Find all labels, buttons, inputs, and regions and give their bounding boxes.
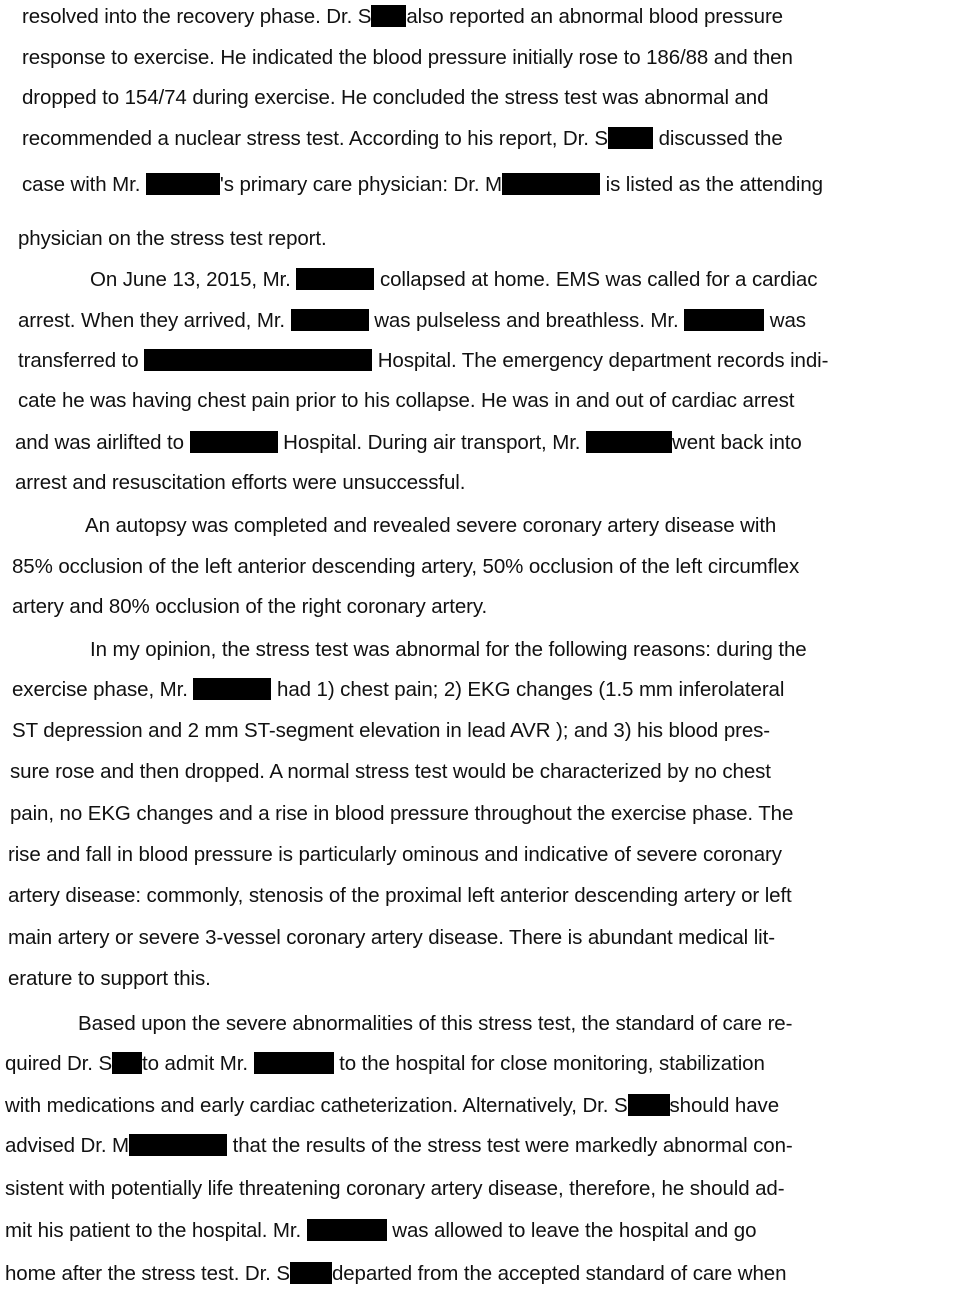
line-text: home after the stress test. Dr. S — [5, 1262, 290, 1285]
redaction-block — [291, 309, 369, 331]
line-text: Based upon the severe abnormalities of this stress test, the standard of care re- — [78, 1012, 793, 1035]
text-line — [10, 802, 793, 826]
line-text: ST depression and 2 mm ST-segment elevation in lead AVR ); and 3) his blood pres- — [12, 719, 771, 742]
line-text: physician on the stress test report. — [18, 227, 327, 250]
text-line — [22, 127, 783, 151]
line-text: advised Dr. M — [5, 1134, 130, 1157]
line-text: sistent with potentially life threatening coronary artery disease, therefore, he should ad- — [5, 1177, 785, 1200]
redaction-block — [290, 1262, 332, 1284]
line-text: response to exercise. He indicated the blood pressure initially rose to 186/88 and then — [22, 46, 793, 69]
text-line — [22, 5, 783, 29]
line-text: cate he was having chest pain prior to his collapse. He was in and out of cardiac arrest — [18, 389, 795, 412]
line-text: should have — [669, 1094, 779, 1117]
line-text: artery disease: commonly, stenosis of the proximal left anterior descending artery or left — [8, 884, 792, 907]
line-text: arrest and resuscitation efforts were unsuccessful. — [15, 471, 466, 494]
redaction-block — [296, 268, 374, 290]
text-line — [5, 1262, 786, 1286]
text-line — [90, 268, 817, 292]
line-text: An autopsy was completed and revealed severe coronary artery disease with — [85, 514, 777, 537]
line-text: case with Mr. — [22, 173, 146, 196]
text-line — [5, 1134, 793, 1158]
text-line — [90, 638, 807, 662]
text-line — [15, 471, 465, 495]
line-text: rise and fall in blood pressure is particularly ominous and indicative of severe coronary — [8, 843, 782, 866]
text-line — [22, 46, 793, 70]
redaction-block — [502, 173, 600, 195]
text-line — [5, 1052, 765, 1076]
text-line — [78, 1012, 792, 1036]
line-text: discussed the — [653, 127, 783, 150]
text-line — [5, 1219, 756, 1243]
line-text: went back into — [672, 431, 802, 454]
text-line — [8, 843, 782, 867]
text-line — [22, 86, 768, 110]
line-text: arrest. When they arrived, Mr. — [18, 309, 291, 332]
line-text: that the results of the stress test were markedly abnormal con- — [227, 1134, 793, 1157]
redaction-block — [146, 173, 220, 195]
line-text: dropped to 154/74 during exercise. He concluded the stress test was abnormal and — [22, 86, 769, 109]
redaction-block — [190, 431, 278, 453]
text-line — [12, 678, 784, 702]
redaction-block — [129, 1134, 227, 1156]
line-text: collapsed at home. EMS was called for a cardiac — [374, 268, 818, 291]
text-line — [18, 309, 806, 333]
line-text: was pulseless and breathless. Mr. — [368, 309, 685, 332]
line-text: recommended a nuclear stress test. According to his report, Dr. S — [22, 127, 608, 150]
line-text: to admit Mr. — [142, 1052, 254, 1075]
line-text: main artery or severe 3-vessel coronary artery disease. There is abundant medical lit- — [8, 926, 775, 949]
redaction-block — [307, 1219, 387, 1241]
line-text: quired Dr. S — [5, 1052, 113, 1075]
redaction-block — [608, 127, 653, 149]
redaction-block — [144, 349, 372, 371]
line-text: transferred to — [18, 349, 145, 372]
line-text: sure rose and then dropped. A normal stress test would be characterized by no chest — [10, 760, 771, 783]
line-text: 85% occlusion of the left anterior descending artery, 50% occlusion of the left circumflex — [12, 555, 800, 578]
line-text: departed from the accepted standard of care when — [331, 1262, 787, 1285]
redaction-block — [193, 678, 271, 700]
line-text: also reported an abnormal blood pressure — [406, 5, 783, 28]
text-line — [8, 967, 211, 991]
line-text: On June 13, 2015, Mr. — [90, 268, 297, 291]
line-text: Hospital. During air transport, Mr. — [277, 431, 586, 454]
line-text: had 1) chest pain; 2) EKG changes (1.5 mm inferolateral — [271, 678, 785, 701]
line-text: pain, no EKG changes and a rise in blood pressure throughout the exercise phase. The — [10, 802, 794, 825]
text-line — [85, 514, 776, 538]
text-line — [8, 926, 775, 950]
redaction-block — [254, 1052, 334, 1074]
line-text: Hospital. The emergency department records indi- — [372, 349, 829, 372]
text-line — [10, 760, 771, 784]
redaction-block — [112, 1052, 142, 1074]
line-text: exercise phase, Mr. — [12, 678, 194, 701]
text-line — [12, 555, 799, 579]
text-line — [12, 719, 770, 743]
text-line — [12, 595, 487, 619]
line-text: 's primary care physician: Dr. M — [219, 173, 503, 196]
line-text: to the hospital for close monitoring, stabilization — [333, 1052, 765, 1075]
text-line — [18, 389, 794, 413]
redaction-block — [684, 309, 764, 331]
text-line — [5, 1094, 779, 1118]
line-text: with medications and early cardiac catheterization. Alternatively, Dr. S — [5, 1094, 628, 1117]
line-text: was — [764, 309, 806, 332]
text-line — [5, 1177, 784, 1201]
line-text: and was airlifted to — [15, 431, 190, 454]
line-text: was allowed to leave the hospital and go — [386, 1219, 757, 1242]
redaction-block — [586, 431, 672, 453]
redaction-block — [371, 5, 406, 27]
line-text: resolved into the recovery phase. Dr. S — [22, 5, 372, 28]
text-line — [22, 173, 823, 197]
line-text: In my opinion, the stress test was abnormal for the following reasons: during the — [90, 638, 807, 661]
text-line — [18, 227, 327, 251]
text-line — [18, 349, 828, 373]
redaction-block — [628, 1094, 670, 1116]
text-line — [15, 431, 802, 455]
line-text: erature to support this. — [8, 967, 211, 990]
line-text: is listed as the attending — [600, 173, 823, 196]
text-line — [8, 884, 792, 908]
line-text: mit his patient to the hospital. Mr. — [5, 1219, 307, 1242]
line-text: artery and 80% occlusion of the right coronary artery. — [12, 595, 488, 618]
